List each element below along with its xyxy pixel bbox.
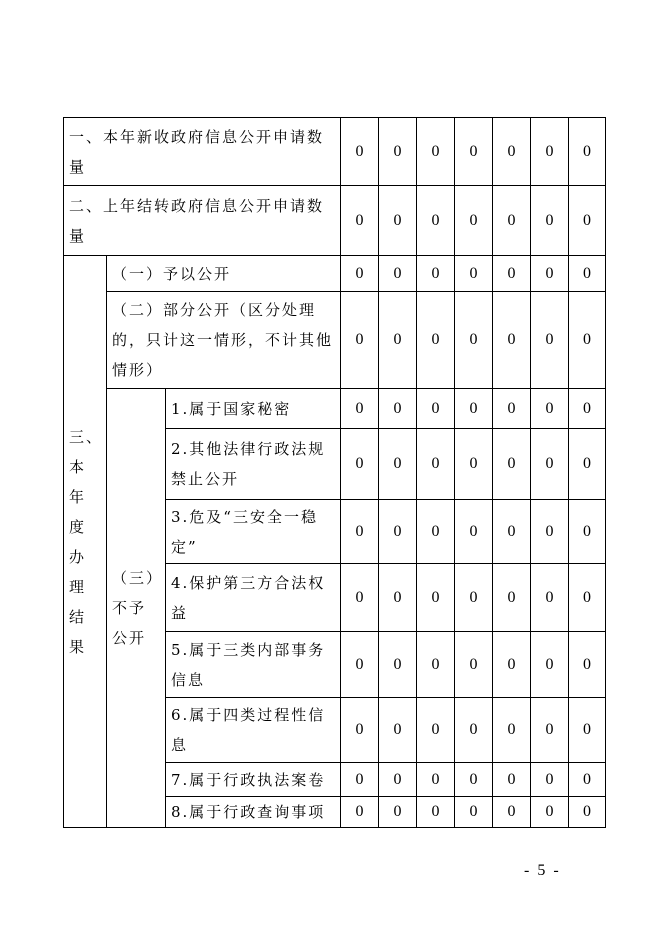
value-cell: 0: [455, 797, 493, 828]
value-cell: 0: [417, 292, 455, 389]
row-label-withheld-item: 7.属于行政执法案卷: [166, 763, 341, 797]
value-cell: 0: [341, 118, 379, 186]
value-cell: 0: [493, 256, 531, 292]
value-cell: 0: [341, 797, 379, 828]
value-cell: 0: [455, 564, 493, 632]
table-row: [64, 118, 606, 186]
row-label-carried-over: 二、上年结转政府信息公开申请数量: [64, 186, 341, 256]
value-cell: 0: [379, 186, 417, 256]
page-number: - 5 -: [524, 862, 561, 879]
value-cell: 0: [569, 429, 606, 500]
value-cell: 0: [493, 564, 531, 632]
value-cell: 0: [531, 118, 569, 186]
value-cell: 0: [417, 763, 455, 797]
value-cell: 0: [493, 797, 531, 828]
value-cell: 0: [569, 186, 606, 256]
value-cell: 0: [417, 389, 455, 429]
value-cell: 0: [417, 564, 455, 632]
table-row: [64, 256, 606, 292]
value-cell: 0: [569, 256, 606, 292]
value-cell: 0: [569, 564, 606, 632]
row-label-new-requests: 一、本年新收政府信息公开申请数量: [64, 118, 341, 186]
value-cell: 0: [379, 797, 417, 828]
value-cell: 0: [341, 389, 379, 429]
value-cell: 0: [531, 797, 569, 828]
value-cell: 0: [417, 118, 455, 186]
value-cell: 0: [341, 763, 379, 797]
value-cell: 0: [493, 292, 531, 389]
value-cell: 0: [455, 429, 493, 500]
value-cell: 0: [531, 429, 569, 500]
value-cell: 0: [417, 632, 455, 698]
value-cell: 0: [531, 292, 569, 389]
value-cell: 0: [341, 698, 379, 763]
section3-label: [64, 256, 107, 828]
value-cell: 0: [379, 564, 417, 632]
statistics-table: [63, 117, 606, 828]
value-cell: 0: [341, 632, 379, 698]
section3-label-text: 三、本年度办理结果: [69, 427, 104, 656]
value-cell: 0: [455, 118, 493, 186]
value-cell: 0: [455, 186, 493, 256]
value-cell: 0: [493, 698, 531, 763]
value-cell: 0: [341, 292, 379, 389]
table-row: [64, 186, 606, 256]
row-label-withheld-item: 5.属于三类内部事务信息: [166, 632, 341, 698]
value-cell: 0: [531, 500, 569, 564]
value-cell: 0: [455, 389, 493, 429]
row-label-withheld-item: 2.其他法律行政法规禁止公开: [166, 429, 341, 500]
value-cell: 0: [455, 632, 493, 698]
value-cell: 0: [417, 429, 455, 500]
value-cell: 0: [569, 797, 606, 828]
value-cell: 0: [493, 500, 531, 564]
value-cell: 0: [531, 564, 569, 632]
value-cell: 0: [569, 292, 606, 389]
value-cell: 0: [569, 698, 606, 763]
row-label-partial: （二）部分公开（区分处理的，只计这一情形，不计其他情形）: [107, 292, 341, 389]
value-cell: 0: [379, 292, 417, 389]
value-cell: 0: [455, 698, 493, 763]
value-cell: 0: [455, 763, 493, 797]
row-label-withheld-item: 4.保护第三方合法权益: [166, 564, 341, 632]
value-cell: 0: [493, 389, 531, 429]
value-cell: 0: [417, 797, 455, 828]
value-cell: 0: [493, 763, 531, 797]
value-cell: 0: [569, 763, 606, 797]
value-cell: 0: [417, 186, 455, 256]
value-cell: 0: [379, 763, 417, 797]
value-cell: 0: [417, 256, 455, 292]
value-cell: 0: [531, 632, 569, 698]
row-label-withheld-item: 1.属于国家秘密: [166, 389, 341, 429]
row-label-withheld-item: 8.属于行政查询事项: [166, 797, 341, 828]
value-cell: 0: [379, 698, 417, 763]
value-cell: 0: [531, 698, 569, 763]
value-cell: 0: [379, 632, 417, 698]
value-cell: 0: [341, 429, 379, 500]
value-cell: 0: [569, 118, 606, 186]
withheld-label: （三）不予公开: [107, 389, 166, 828]
value-cell: 0: [379, 429, 417, 500]
value-cell: 0: [569, 500, 606, 564]
row-label-withheld-item: 6.属于四类过程性信息: [166, 698, 341, 763]
value-cell: 0: [531, 763, 569, 797]
value-cell: 0: [493, 429, 531, 500]
value-cell: 0: [341, 500, 379, 564]
value-cell: 0: [455, 500, 493, 564]
value-cell: 0: [379, 256, 417, 292]
value-cell: 0: [379, 500, 417, 564]
value-cell: 0: [493, 186, 531, 256]
value-cell: 0: [569, 389, 606, 429]
value-cell: 0: [455, 256, 493, 292]
value-cell: 0: [493, 632, 531, 698]
value-cell: 0: [417, 698, 455, 763]
value-cell: 0: [569, 632, 606, 698]
value-cell: 0: [341, 186, 379, 256]
value-cell: 0: [417, 500, 455, 564]
row-label-disclosed: （一）予以公开: [107, 256, 341, 292]
table-row: [64, 292, 606, 389]
value-cell: 0: [341, 256, 379, 292]
value-cell: 0: [531, 256, 569, 292]
value-cell: 0: [379, 389, 417, 429]
value-cell: 0: [341, 564, 379, 632]
value-cell: 0: [493, 118, 531, 186]
row-label-withheld-item: 3.危及“三安全一稳定”: [166, 500, 341, 564]
value-cell: 0: [531, 186, 569, 256]
table-row: [64, 389, 606, 429]
value-cell: 0: [455, 292, 493, 389]
value-cell: 0: [379, 118, 417, 186]
value-cell: 0: [531, 389, 569, 429]
